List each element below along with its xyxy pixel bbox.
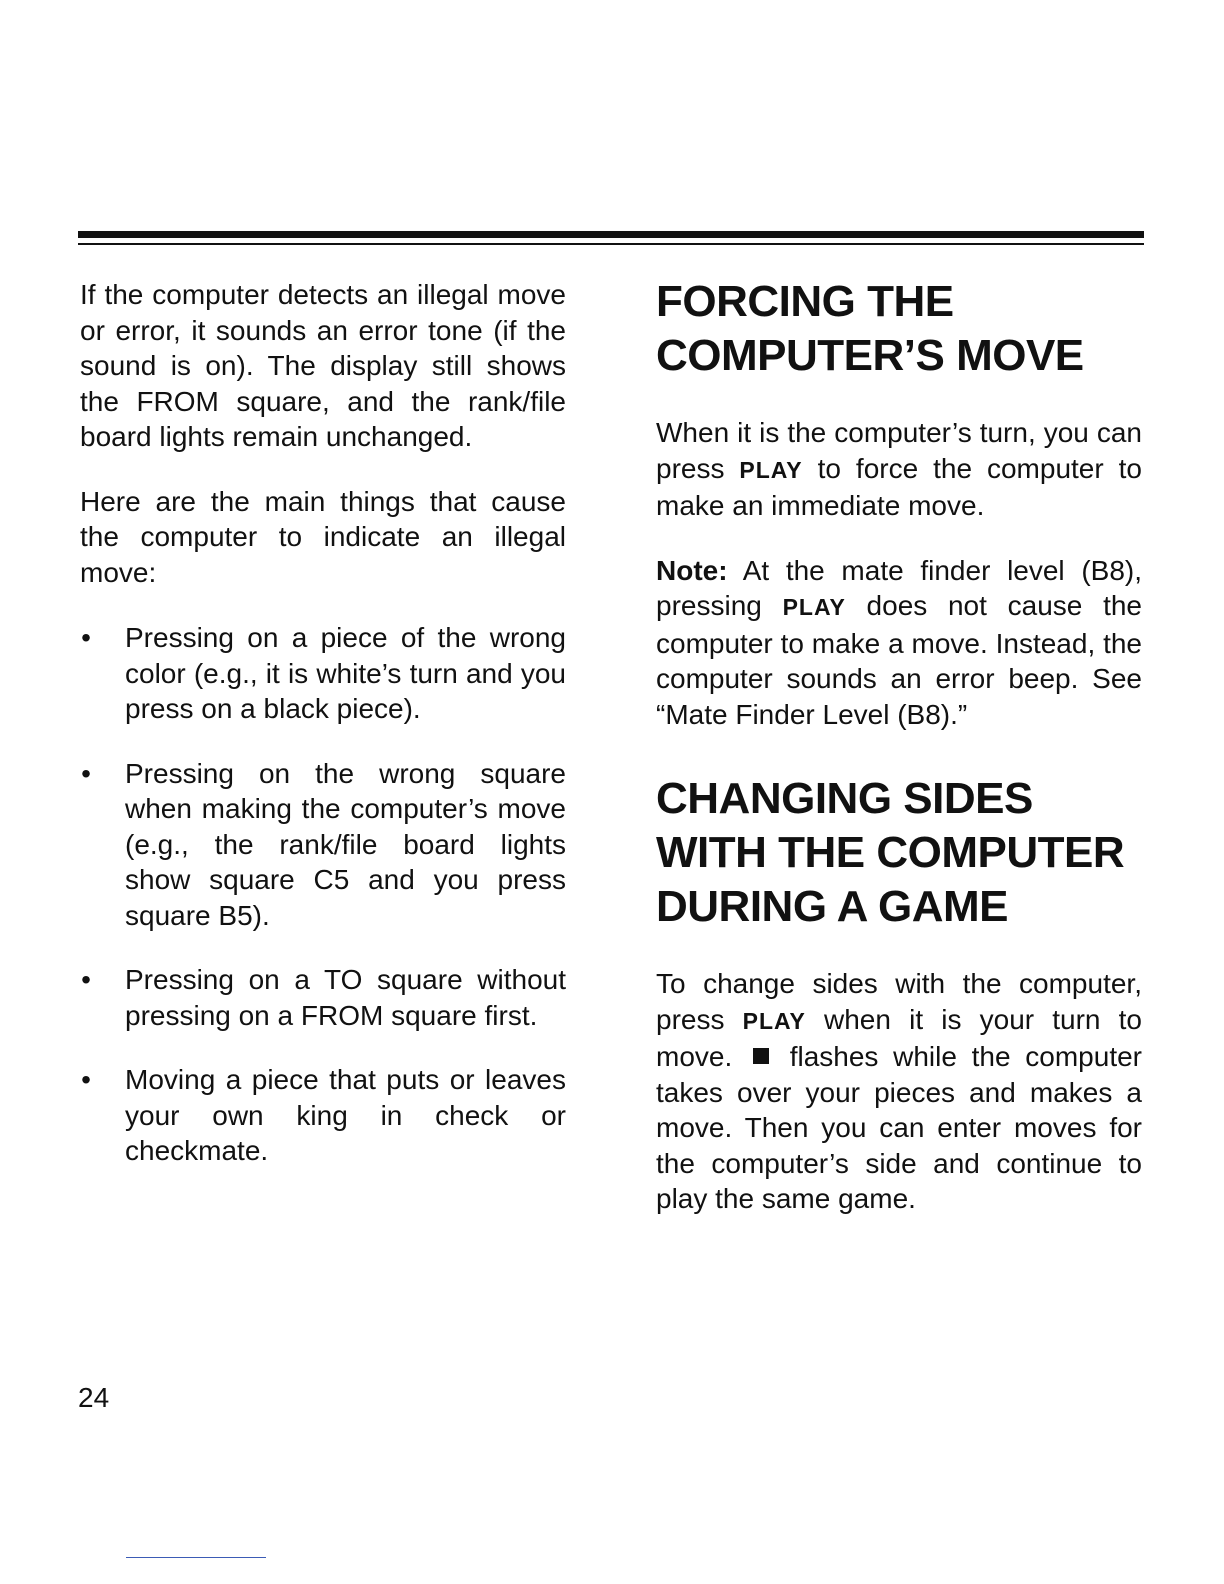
bullet-icon: • [81,964,91,995]
changing-sides-paragraph [656,966,1142,1217]
list-item [80,620,566,727]
list-item [80,1062,566,1169]
black-square-indicator-icon [753,1048,769,1064]
header-rule-thin [78,243,1144,245]
bullet-icon: • [81,622,91,653]
text-run: To change sides with the computer, press [656,968,1142,1035]
note-label: Note: [656,554,728,586]
forcing-move-paragraph [656,415,1142,524]
heading-line: CHANGING SIDES [656,774,1033,823]
play-key-label: PLAY [742,1007,806,1034]
lead-paragraph: Here are the main things that cause the computer to indicate an illegal move: [80,485,566,588]
text-run: when it is your turn to move. [656,1003,1143,1072]
play-key-label: PLAY [739,456,803,483]
bullet-icon: • [81,757,91,789]
list-item-text: Moving a piece that puts or leaves your own king in check or checkmate. [125,1064,566,1166]
text-run: flashes while the computer takes over your pieces and makes a move. Then you can enter moves for the computer’s side and continue to play the same game. [656,1041,1142,1214]
text-run: At the mate finder level (B8), pressing [656,554,1143,621]
note-paragraph [656,553,1142,733]
heading-line: DURING A GAME [656,882,1009,931]
text-run: to force the computer to make an immediate move. [656,452,1142,521]
play-key-label: PLAY [782,594,846,620]
forcing-move-heading [656,275,1142,383]
changing-sides-heading [656,772,1142,934]
illegal-move-list [80,620,566,1169]
text-run: does not cause the computer to make a move. Instead, the computer sounds an error beep. See “Mate Finder Level (B8).” [656,590,1143,730]
intro-paragraph: If the computer detects an illegal move or error, it sounds an error tone (if the sound is on). The display still shows the FROM square, and the rank/file board lights remain unchanged. [80,279,566,452]
page-number: 24 [78,1382,110,1413]
bullet-icon: • [81,1064,91,1095]
footer-rule [126,1557,266,1558]
list-item-text: Pressing on a TO square without pressing on a FROM square first. [125,964,566,1031]
heading-line: COMPUTER’S MOVE [656,331,1084,380]
heading-line: FORCING THE [656,277,954,326]
header-rule-thick [78,231,1144,238]
list-item [80,962,566,1033]
left-column [80,277,566,1198]
list-item-text: Pressing on the wrong square when making the computer’s move (e.g., the rank/file board lights show square C5 and you press square B5). [125,757,566,931]
list-item [80,756,566,934]
right-column [656,277,1142,1217]
text-run: When it is the computer’s turn, you can press [656,417,1142,484]
heading-line: WITH THE COMPUTER [656,828,1125,877]
list-item-text: Pressing on a piece of the wrong color (e.g., it is white’s turn and you press on a black piece). [125,622,566,724]
